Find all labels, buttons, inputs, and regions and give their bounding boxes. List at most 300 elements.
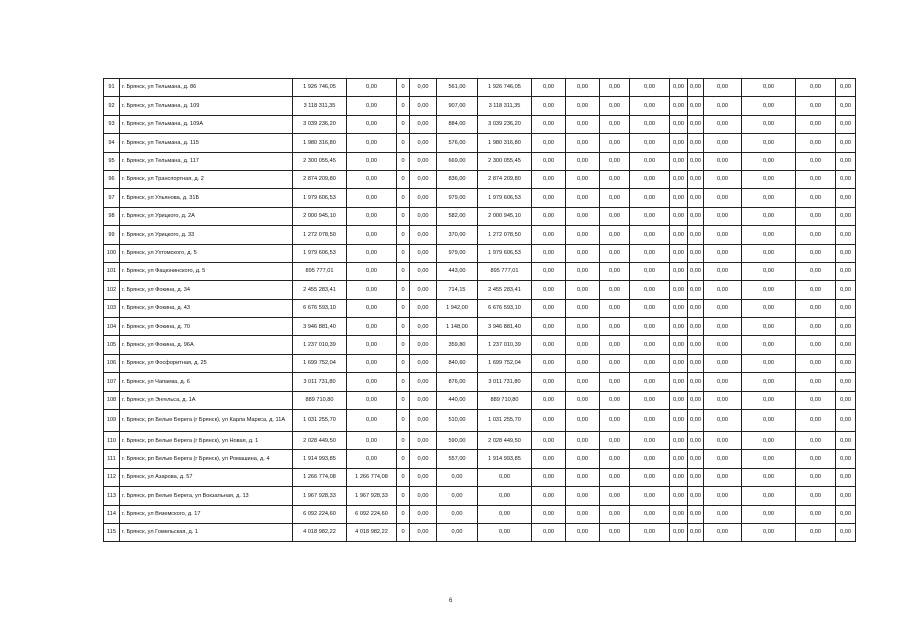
value-cell: 0,00 [742,262,796,280]
value-cell: 0,00 [836,523,856,541]
value-cell: 0,00 [566,468,600,486]
value-cell: 1 237 010,39 [293,336,347,354]
value-cell: 0,00 [410,152,437,170]
value-cell: 0,00 [742,152,796,170]
value-cell: 0,00 [670,391,688,409]
value-cell: 0,00 [688,336,704,354]
value-cell: 1 942,00 [437,299,478,317]
value-cell: 0,00 [836,354,856,372]
value-cell: 0,00 [670,115,688,133]
address-cell: г. Брянск, ул Гомельская, д. 1 [120,523,293,541]
value-cell: 0,00 [630,410,670,432]
value-cell: 0,00 [796,523,836,541]
value-cell: 3 118 311,35 [478,97,532,115]
value-cell: 0,00 [630,487,670,505]
value-cell: 0,00 [796,226,836,244]
value-cell: 0,00 [742,79,796,97]
table-row [104,152,856,170]
value-cell: 0,00 [566,523,600,541]
address-cell: г. Брянск, ул Ухтомского, д. 5 [120,244,293,262]
value-cell: 0 [397,170,410,188]
value-cell: 0,00 [410,354,437,372]
value-cell: 0,00 [566,244,600,262]
value-cell: 0,00 [566,226,600,244]
value-cell: 0,00 [532,318,566,336]
value-cell: 0,00 [566,432,600,450]
value-cell: 0,00 [742,450,796,468]
value-cell: 0,00 [600,487,630,505]
value-cell: 0,00 [742,505,796,523]
value-cell: 1 980 316,80 [478,134,532,152]
value-cell: 0,00 [630,373,670,391]
row-number: 108 [104,391,120,409]
value-cell: 0 [397,79,410,97]
value-cell: 0,00 [566,207,600,225]
value-cell: 0,00 [566,299,600,317]
value-cell: 0,00 [836,318,856,336]
value-cell: 0,00 [410,299,437,317]
table-row [104,391,856,409]
value-cell: 0 [397,505,410,523]
row-number: 106 [104,354,120,372]
value-cell: 0,00 [688,189,704,207]
value-cell: 6 676 593,10 [293,299,347,317]
value-cell: 0 [397,336,410,354]
value-cell: 0,00 [566,79,600,97]
value-cell: 0,00 [836,468,856,486]
value-cell: 0,00 [347,244,397,262]
value-cell: 0 [397,299,410,317]
address-cell: г. Брянск, рп Белые Берега, ул Вокзальная, д. 13 [120,487,293,505]
table-row [104,487,856,505]
table-row [104,134,856,152]
value-cell: 0,00 [836,97,856,115]
value-cell: 0 [397,152,410,170]
value-cell: 0,00 [836,432,856,450]
value-cell: 1 979 606,53 [478,244,532,262]
value-cell: 876,00 [437,373,478,391]
value-cell: 0,00 [688,432,704,450]
value-cell: 0,00 [630,244,670,262]
value-cell: 0,00 [688,523,704,541]
table-row [104,262,856,280]
value-cell: 0 [397,189,410,207]
value-cell: 0,00 [836,487,856,505]
address-cell: г. Брянск, рп Белые Берега (г Брянск), ул Карла Маркса, д. 11А [120,410,293,432]
value-cell: 0,00 [670,523,688,541]
value-cell: 0,00 [600,299,630,317]
value-cell: 1 699 752,04 [478,354,532,372]
address-cell: г. Брянск, ул Вяземского, д. 17 [120,505,293,523]
value-cell: 510,00 [437,410,478,432]
row-number: 99 [104,226,120,244]
address-cell: г. Брянск, ул Тельмана, д. 86 [120,79,293,97]
value-cell: 0,00 [566,391,600,409]
value-cell: 0,00 [688,226,704,244]
value-cell: 0,00 [796,336,836,354]
value-cell: 2 000 945,10 [293,207,347,225]
value-cell: 0,00 [688,487,704,505]
value-cell: 0 [397,134,410,152]
address-cell: г. Брянск, ул Тельмана, д. 115 [120,134,293,152]
value-cell: 1 967 928,33 [347,487,397,505]
value-cell: 0,00 [347,410,397,432]
value-cell: 0,00 [688,373,704,391]
value-cell: 0,00 [347,262,397,280]
row-number: 109 [104,410,120,432]
value-cell: 2 455 283,41 [293,281,347,299]
value-cell: 0 [397,487,410,505]
table-row [104,299,856,317]
row-number: 107 [104,373,120,391]
address-cell: г. Брянск, ул Фокина, д. 70 [120,318,293,336]
address-cell: г. Брянск, ул Ульянова, д. 31Б [120,189,293,207]
value-cell: 0,00 [670,487,688,505]
value-cell: 0 [397,97,410,115]
value-cell: 0,00 [600,244,630,262]
value-cell: 0,00 [670,189,688,207]
value-cell: 2 874 209,80 [293,170,347,188]
value-cell: 0,00 [688,318,704,336]
value-cell: 0,00 [704,318,742,336]
value-cell: 0,00 [796,432,836,450]
value-cell: 0,00 [836,281,856,299]
value-cell: 0,00 [532,189,566,207]
value-cell: 0,00 [600,468,630,486]
value-cell: 0,00 [532,244,566,262]
value-cell: 2 028 449,50 [293,432,347,450]
value-cell: 0,00 [836,152,856,170]
value-cell: 0,00 [532,336,566,354]
value-cell: 669,00 [437,152,478,170]
value-cell: 3 011 731,80 [478,373,532,391]
value-cell: 2 874 209,80 [478,170,532,188]
value-cell: 0,00 [796,189,836,207]
value-cell: 979,00 [437,244,478,262]
value-cell: 0,00 [704,505,742,523]
value-cell: 0,00 [670,244,688,262]
row-number: 104 [104,318,120,336]
row-number: 97 [104,189,120,207]
value-cell: 0,00 [630,318,670,336]
value-cell: 0,00 [410,134,437,152]
value-cell: 0,00 [532,170,566,188]
value-cell: 0,00 [532,391,566,409]
address-cell: г. Брянск, ул Чапаева, д. 6 [120,373,293,391]
value-cell: 0,00 [532,505,566,523]
value-cell: 0,00 [836,262,856,280]
address-cell: г. Брянск, ул Фокина, д. 96А [120,336,293,354]
address-cell: г. Брянск, ул Фацюнинского, д. 5 [120,262,293,280]
value-cell: 0,00 [742,244,796,262]
value-cell: 0,00 [410,226,437,244]
value-cell: 4 018 982,22 [347,523,397,541]
value-cell: 0,00 [688,170,704,188]
value-cell: 1 272 078,50 [478,226,532,244]
value-cell: 0 [397,207,410,225]
value-cell: 0 [397,226,410,244]
value-cell: 2 000 945,10 [478,207,532,225]
value-cell: 0,00 [796,299,836,317]
value-cell: 0,00 [704,299,742,317]
value-cell: 0,00 [566,170,600,188]
value-cell: 0,00 [347,391,397,409]
value-cell: 0,00 [600,79,630,97]
row-number: 101 [104,262,120,280]
value-cell: 0,00 [704,226,742,244]
address-cell: г. Брянск, ул Фокина, д. 43 [120,299,293,317]
value-cell: 0,00 [630,281,670,299]
value-cell: 0,00 [347,170,397,188]
value-cell: 0,00 [742,373,796,391]
table-row [104,318,856,336]
value-cell: 0,00 [742,354,796,372]
value-cell: 0,00 [410,468,437,486]
value-cell: 0,00 [600,170,630,188]
value-cell: 0,00 [670,354,688,372]
value-cell: 0,00 [796,505,836,523]
value-cell: 0,00 [688,299,704,317]
value-cell: 0,00 [600,336,630,354]
value-cell: 0,00 [600,97,630,115]
row-number: 98 [104,207,120,225]
value-cell: 0,00 [347,281,397,299]
value-cell: 0,00 [836,336,856,354]
value-cell: 0,00 [836,79,856,97]
value-cell: 0,00 [742,468,796,486]
row-number: 94 [104,134,120,152]
value-cell: 1 926 746,05 [478,79,532,97]
value-cell: 0,00 [796,450,836,468]
value-cell: 0,00 [600,523,630,541]
row-number: 113 [104,487,120,505]
value-cell: 0,00 [600,134,630,152]
value-cell: 0,00 [688,207,704,225]
row-number: 91 [104,79,120,97]
value-cell: 0,00 [600,450,630,468]
value-cell: 0,00 [688,97,704,115]
value-cell: 0,00 [742,189,796,207]
address-cell: г. Брянск, ул Тельмана, д. 109 [120,97,293,115]
value-cell: 0,00 [836,189,856,207]
value-cell: 0,00 [478,523,532,541]
value-cell: 0,00 [410,281,437,299]
value-cell: 1 967 928,33 [293,487,347,505]
value-cell: 0,00 [532,79,566,97]
value-cell: 1 914 993,85 [293,450,347,468]
table-row [104,373,856,391]
value-cell: 2 028 449,50 [478,432,532,450]
value-cell: 3 118 311,35 [293,97,347,115]
value-cell: 0,00 [600,505,630,523]
value-cell: 0,00 [688,354,704,372]
value-cell: 590,00 [437,432,478,450]
value-cell: 0 [397,244,410,262]
value-cell: 0,00 [410,262,437,280]
value-cell: 0,00 [410,244,437,262]
value-cell: 0,00 [836,505,856,523]
value-cell: 0,00 [796,79,836,97]
value-cell: 0,00 [566,134,600,152]
value-cell: 1 979 606,53 [293,244,347,262]
value-cell: 0,00 [688,391,704,409]
value-cell: 895 777,01 [293,262,347,280]
value-cell: 0,00 [796,262,836,280]
value-cell: 0,00 [742,134,796,152]
value-cell: 0,00 [600,226,630,244]
value-cell: 0,00 [796,134,836,152]
address-cell: г. Брянск, ул Фокина, д. 34 [120,281,293,299]
value-cell: 0,00 [532,262,566,280]
value-cell: 0,00 [532,468,566,486]
value-cell: 1 237 010,39 [478,336,532,354]
table-row [104,523,856,541]
value-cell: 0,00 [796,318,836,336]
value-cell: 0,00 [704,152,742,170]
value-cell: 0,00 [742,97,796,115]
value-cell: 576,00 [437,134,478,152]
value-cell: 0 [397,373,410,391]
value-cell: 0,00 [688,262,704,280]
value-cell: 0,00 [630,468,670,486]
address-cell: г. Брянск, ул Тельмана, д. 109А [120,115,293,133]
value-cell: 0,00 [742,487,796,505]
value-cell: 0,00 [630,336,670,354]
value-cell: 0,00 [796,468,836,486]
value-cell: 0,00 [437,487,478,505]
value-cell: 0,00 [630,189,670,207]
row-number: 111 [104,450,120,468]
value-cell: 0,00 [630,432,670,450]
value-cell: 3 946 881,40 [478,318,532,336]
value-cell: 0,00 [600,432,630,450]
value-cell: 714,15 [437,281,478,299]
value-cell: 1 699 752,04 [293,354,347,372]
value-cell: 0,00 [410,318,437,336]
value-cell: 0,00 [347,189,397,207]
value-cell: 0,00 [670,207,688,225]
value-cell: 0,00 [630,152,670,170]
value-cell: 0,00 [600,189,630,207]
value-cell: 0,00 [704,244,742,262]
value-cell: 0,00 [704,170,742,188]
value-cell: 0,00 [836,226,856,244]
value-cell: 0,00 [410,189,437,207]
value-cell: 0,00 [796,115,836,133]
value-cell: 2 455 283,41 [478,281,532,299]
value-cell: 0,00 [688,152,704,170]
value-cell: 0,00 [836,391,856,409]
value-cell: 0,00 [670,373,688,391]
value-cell: 0,00 [688,468,704,486]
row-number: 93 [104,115,120,133]
value-cell: 0,00 [742,318,796,336]
value-cell: 0,00 [410,505,437,523]
value-cell: 0,00 [532,523,566,541]
address-cell: г. Брянск, ул Урицкого, д. 2А [120,207,293,225]
value-cell: 0,00 [704,79,742,97]
value-cell: 0,00 [670,450,688,468]
table-row [104,97,856,115]
value-cell: 370,00 [437,226,478,244]
value-cell: 0,00 [532,115,566,133]
value-cell: 0,00 [630,523,670,541]
value-cell: 0,00 [410,207,437,225]
value-cell: 0,00 [796,152,836,170]
value-cell: 0,00 [742,226,796,244]
value-cell: 0 [397,468,410,486]
value-cell: 0 [397,410,410,432]
value-cell: 0,00 [566,450,600,468]
value-cell: 1 031 255,70 [293,410,347,432]
value-cell: 3 011 731,80 [293,373,347,391]
value-cell: 0,00 [688,244,704,262]
value-cell: 0,00 [410,170,437,188]
value-cell: 0 [397,281,410,299]
value-cell: 0,00 [600,373,630,391]
row-number: 112 [104,468,120,486]
value-cell: 0,00 [742,170,796,188]
address-cell: г. Брянск, ул Урицкого, д. 33 [120,226,293,244]
value-cell: 0,00 [347,79,397,97]
value-cell: 907,00 [437,97,478,115]
value-cell: 0,00 [836,410,856,432]
value-cell: 1 031 255,70 [478,410,532,432]
value-cell: 0,00 [670,79,688,97]
value-cell: 0,00 [532,450,566,468]
row-number: 100 [104,244,120,262]
value-cell: 0,00 [670,262,688,280]
value-cell: 0,00 [347,97,397,115]
value-cell: 3 946 881,40 [293,318,347,336]
value-cell: 1 266 774,08 [293,468,347,486]
value-cell: 0,00 [796,410,836,432]
table-row [104,505,856,523]
value-cell: 3 039 236,20 [293,115,347,133]
value-cell: 0,00 [478,468,532,486]
value-cell: 0,00 [688,281,704,299]
value-cell: 6 092 224,60 [293,505,347,523]
value-cell: 0,00 [630,170,670,188]
value-cell: 0 [397,450,410,468]
value-cell: 2 300 055,45 [478,152,532,170]
value-cell: 0,00 [796,97,836,115]
table-row [104,244,856,262]
value-cell: 6 676 593,10 [478,299,532,317]
table-row [104,468,856,486]
table-row [104,336,856,354]
table-row [104,281,856,299]
value-cell: 0,00 [796,244,836,262]
address-cell: г. Брянск, ул Фосфоритная, д. 25 [120,354,293,372]
value-cell: 0,00 [704,468,742,486]
value-cell: 0,00 [688,115,704,133]
register-table [103,78,856,542]
table-row [104,226,856,244]
value-cell: 0,00 [704,336,742,354]
row-number: 95 [104,152,120,170]
value-cell: 0,00 [437,468,478,486]
table-row [104,432,856,450]
table-row [104,354,856,372]
value-cell: 0,00 [796,207,836,225]
table-row [104,115,856,133]
value-cell: 0,00 [670,468,688,486]
value-cell: 0,00 [600,262,630,280]
value-cell: 0,00 [600,354,630,372]
value-cell: 0,00 [836,207,856,225]
value-cell: 0,00 [410,97,437,115]
